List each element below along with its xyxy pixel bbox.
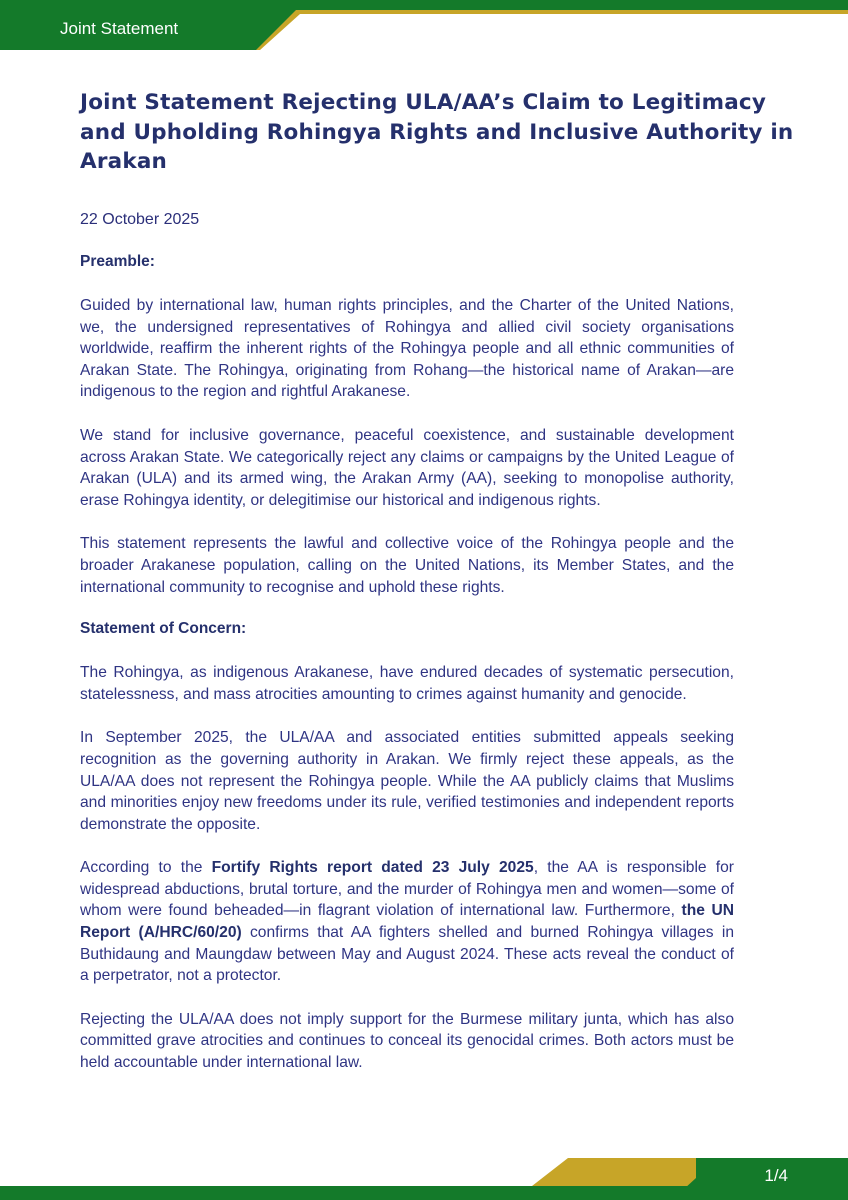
document-body xyxy=(80,205,734,1074)
concern-heading: Statement of Concern: xyxy=(80,620,247,638)
preamble-paragraph-1: Guided by international law, human rights principles, and the Charter of the United Nations, we, the undersigned representatives of Rohingya and allied civil society organisations worldwide, reaffirm the inherent rights of the Rohingya people and all ethnic communities of Arakan State. The Rohingya, originating from Rohang—the historical name of Arakan—are indigenous to the region and rightful Arakanese. xyxy=(80,297,734,401)
document-title: Joint Statement Rejecting ULA/AA’s Claim to Legitimacy and Upholding Rohingya Rights and Inclusive Authority in Arakan xyxy=(80,90,794,174)
fortify-rights-reference: Fortify Rights report dated 23 July 2025 xyxy=(211,859,534,877)
concern-p3-text-a: According to the xyxy=(80,859,212,877)
concern-paragraph-3 xyxy=(80,857,734,987)
footer-banner xyxy=(0,1158,848,1200)
preamble-paragraph-3: This statement represents the lawful and collective voice of the Rohingya people and the broader Arakanese population, calling on the United Nations, its Member States, and the international community to recognise and uphold these rights. xyxy=(80,535,734,596)
statement-date: 22 October 2025 xyxy=(80,211,200,228)
un-report-reference: the UN Report (A/HRC/60/20) xyxy=(80,902,734,942)
preamble-heading: Preamble: xyxy=(80,253,155,270)
concern-paragraph-4: Rejecting the ULA/AA does not imply support for the Burmese military junta, which has also committed grave atrocities and continues to conceal its genocidal crimes. Both actors must be held accountable under international law. xyxy=(80,1010,734,1072)
page-number: 1/4 xyxy=(764,1166,788,1185)
header-tab-label: Joint Statement xyxy=(60,19,179,38)
concern-p3-text-c: , the AA is responsible for widespread abductions, brutal torture, and the murder of Rohingya men and women—some of whom were found beheaded—in flagrant violation of international law. Furthermore, xyxy=(80,859,734,920)
concern-p3-text-e: confirms that AA fighters shelled and burned Rohingya villages in Buthidaung and Maungdaw between May and August 2024. These acts reveal the conduct of a perpetrator, not a protector. xyxy=(80,924,734,985)
footer-green-band-bottom xyxy=(0,1186,848,1200)
concern-paragraph-1: The Rohingya, as indigenous Arakanese, have endured decades of systematic persecution, statelessness, and mass atrocities amounting to crimes against humanity and genocide. xyxy=(80,664,734,703)
preamble-paragraph-2: We stand for inclusive governance, peaceful coexistence, and sustainable development across Arakan State. We categorically reject any claims or campaigns by the United League of Arakan (ULA) and its armed wing, the Arakan Army (AA), seeking to monopolise authority, erase Rohingya identity, or delegitimise our historical and indigenous rights. xyxy=(80,426,734,509)
concern-paragraph-2: In September 2025, the ULA/AA and associated entities submitted appeals seeking recognition as the governing authority in Arakan. We firmly reject these appeals, as the ULA/AA does not represent the Rohingya people. While the AA publicly claims that Muslims and minorities enjoy new freedoms under its rule, verified testimonies and independent reports demonstrate the opposite. xyxy=(80,729,734,833)
